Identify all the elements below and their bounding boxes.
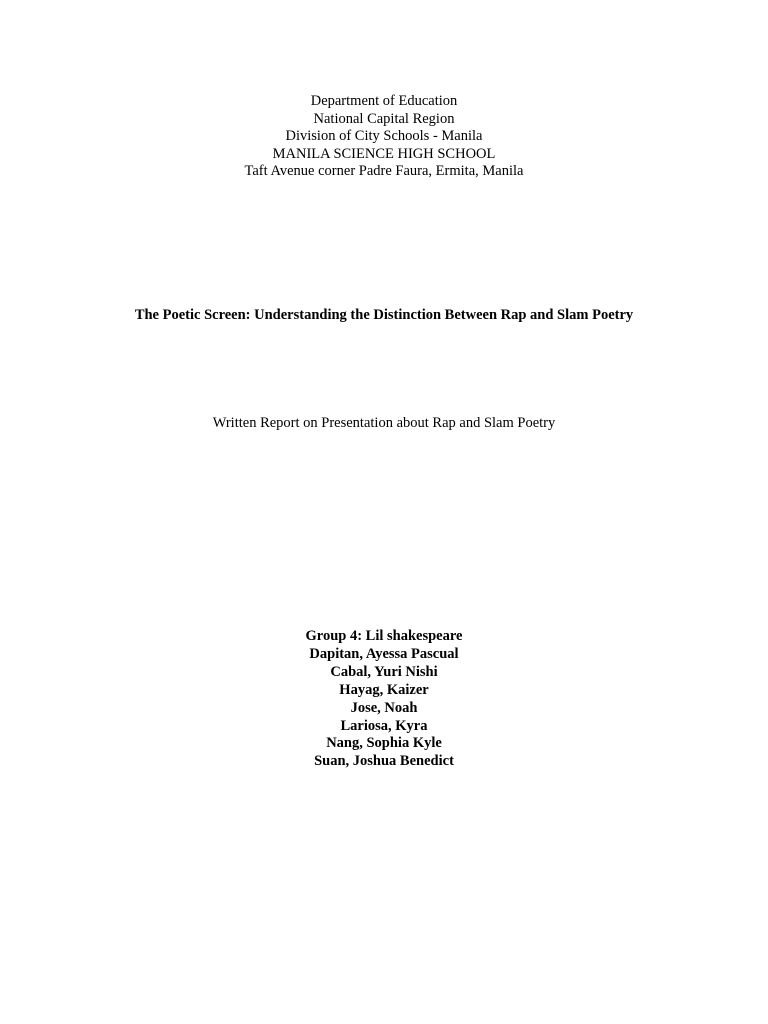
member-name: Lariosa, Kyra (340, 717, 428, 734)
header-line-department: Department of Education (310, 93, 458, 109)
header-line-address: Taft Avenue corner Padre Faura, Ermita, Manila (244, 163, 524, 180)
member-name: Cabal, Yuri Nishi (330, 663, 438, 680)
member-name: Dapitan, Ayessa Pascual (309, 645, 459, 662)
group-name: Group 4: Lil shakespeare (305, 628, 463, 644)
report-subtitle (0, 414, 768, 432)
school-header (0, 93, 768, 181)
header-line-region: National Capital Region (313, 110, 455, 127)
member-name: Nang, Sophia Kyle (326, 735, 442, 752)
header-line-division: Division of City Schools - Manila (285, 128, 483, 145)
header-line-school: MANILA SCIENCE HIGH SCHOOL (272, 145, 496, 162)
report-title (0, 306, 768, 324)
report-subtitle-text: Written Report on Presentation about Rap and Slam Poetry (212, 415, 556, 431)
member-name: Hayag, Kaizer (339, 681, 429, 698)
member-name: Jose, Noah (350, 699, 418, 716)
report-title-text: The Poetic Screen: Understanding the Distinction Between Rap and Slam Poetry (134, 307, 634, 323)
member-name: Suan, Joshua Benedict (314, 753, 454, 770)
group-members (0, 628, 768, 771)
